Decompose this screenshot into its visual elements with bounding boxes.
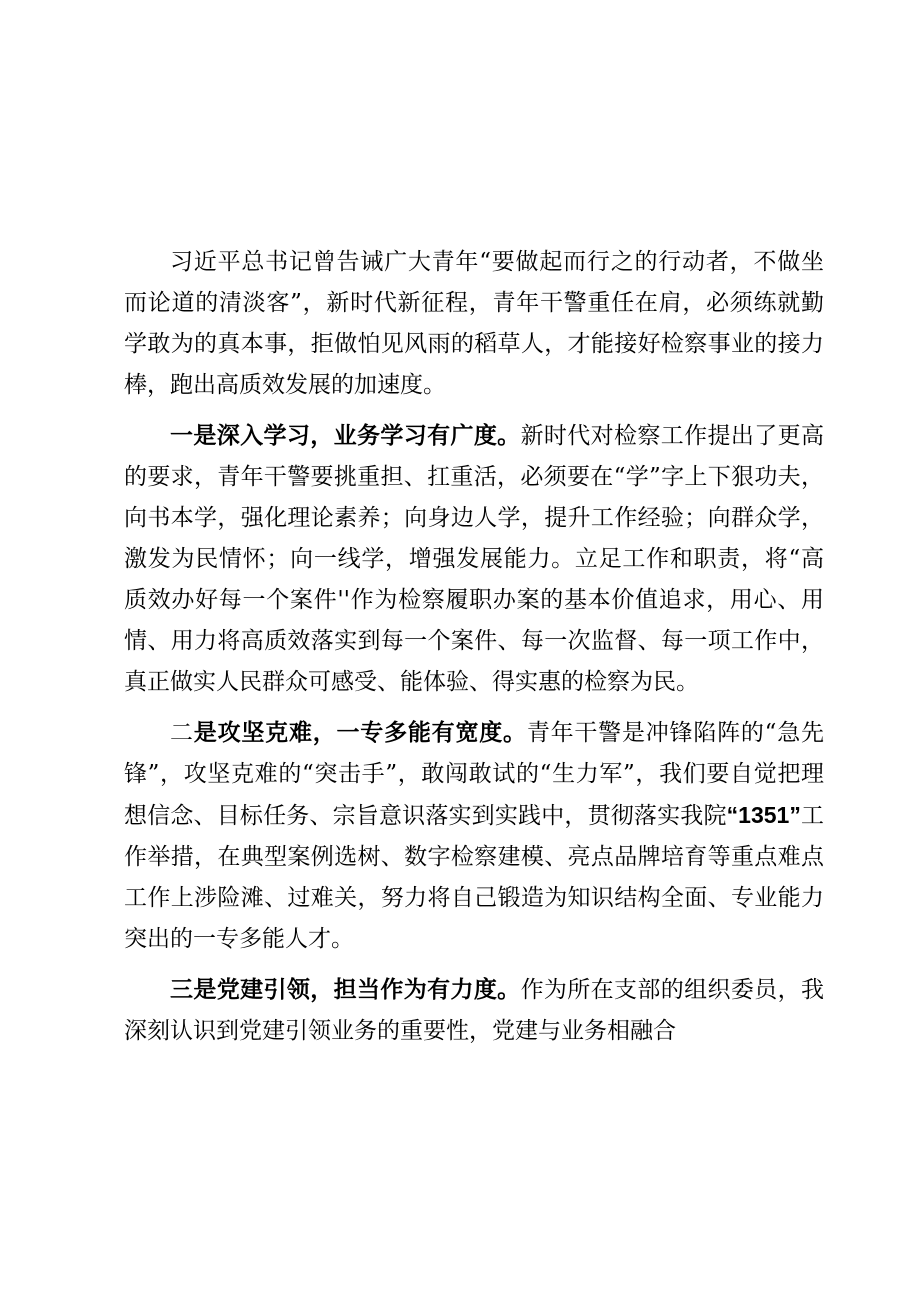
document-body	[124, 242, 824, 1052]
paragraph-heading-prefix: 二	[170, 720, 194, 746]
paragraph-heading: 三是党建引领，担当作为有力度。	[170, 977, 521, 1003]
paragraph-text: 作为所在支部的组织委员，我深刻认识到党建引领业务的重要性，党建与业务相融合	[124, 977, 825, 1044]
paragraph-heading: 是攻坚克难，一专多能有宽度。	[193, 720, 527, 746]
paragraph-text: 习近平总书记曾告诫广大青年“要做起而行之的行动者，不做坐而论道的清淡客”，新时代新征程，青年干警重任在肩，必须练就勤学敢为的真本事，拒做怕见风雨的稻草人，才能接好检察事业的接力棒，跑出高质效发展的加速度。	[124, 249, 824, 398]
paragraph-text-continued: 工作举措，在典型案例选树、数字检察建模、亮点品牌培育等重点难点工作上涉险滩、过难关，努力将自己锻造为知识结构全面、专业能力突出的一专多能人才。	[124, 803, 825, 952]
paragraph-heading: 一是深入学习，业务学习有广度。	[170, 423, 521, 449]
initiative-number: “1351”	[726, 802, 801, 828]
paragraph-intro	[124, 242, 824, 406]
paragraph-point-one	[124, 416, 824, 703]
paragraph-point-two	[124, 713, 824, 960]
paragraph-point-three	[124, 970, 824, 1052]
paragraph-text: 青年干警是冲锋陷阵的“急先锋”，攻坚克难的“突击手”，敢闯敢试的“生力军”，我们要自觉把理想信念、目标任务、宗旨意识落实到实践中，贯彻落实我院	[124, 720, 825, 829]
paragraph-text: 新时代对检察工作提出了更高的要求，青年干警要挑重担、扛重活，必须要在“学”字上下狠功夫，向书本学，强化理论素养；向身边人学，提升工作经验；向群众学，激发为民情怀；向一线学，增强发展能力。立足工作和职责，将“高质效办好每一个案件''作为检察履职办案的基本价值追求，用心、用情、用力将高质效落实到每一个案件、每一次监督、每一项工作中，真正做实人民群众可感受、能体验、得实惠的检察为民。	[124, 423, 825, 695]
